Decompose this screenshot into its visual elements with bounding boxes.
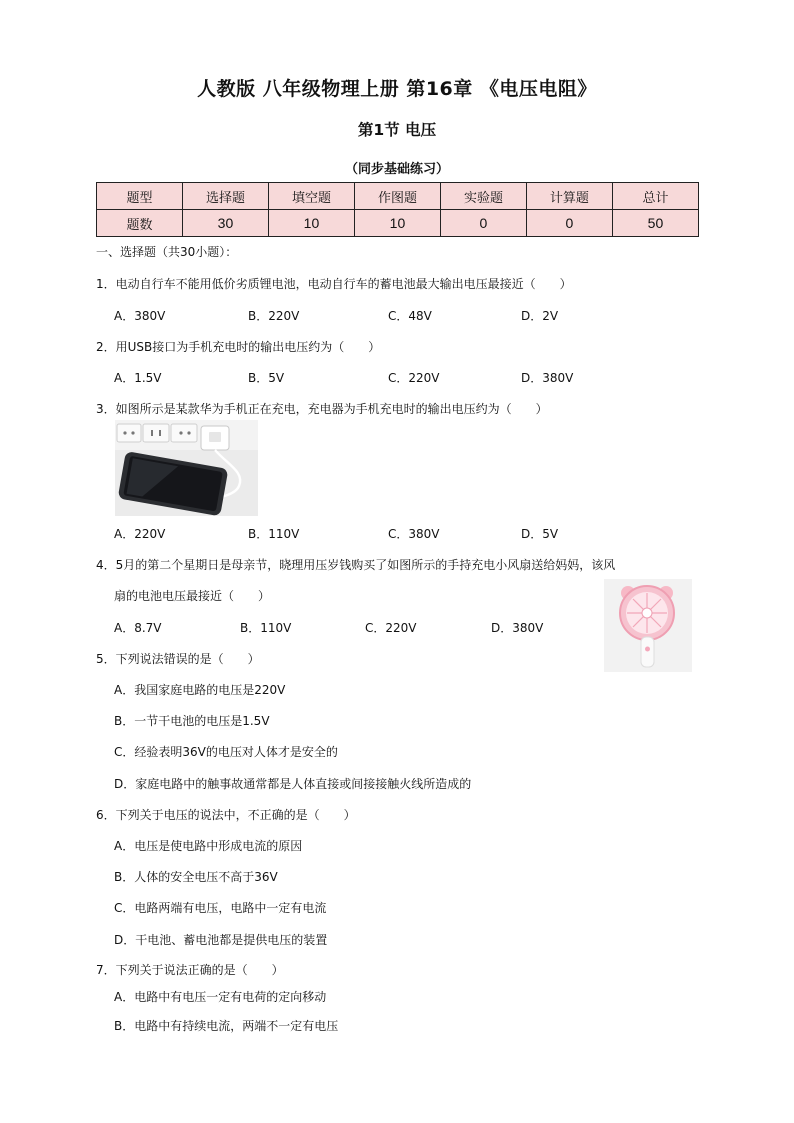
subtitle: （同步基础练习） (344, 162, 449, 177)
question-6-option-c: C．电路两端有电压，电路中一定有电流 (114, 901, 327, 915)
table-cell: 10 (268, 210, 354, 237)
question-6-stem: 6．下列关于电压的说法中，不正确的是（ ） (96, 808, 356, 822)
question-4-option-b: B．110V (240, 621, 292, 635)
question-3-option-d: D．5V (521, 527, 559, 541)
question-6-option-d: D．干电池、蓄电池都是提供电压的装置 (114, 933, 328, 947)
question-1-option-b: B．220V (248, 309, 300, 323)
part-heading: 一、选择题（共30小题）： (96, 245, 238, 259)
table-cell: 30 (182, 210, 268, 237)
handheld-fan-image (604, 579, 692, 672)
question-7-option-b: B．电路中有持续电流，两端不一定有电压 (114, 1019, 339, 1033)
question-7-stem: 7．下列关于说法正确的是（ ） (96, 963, 284, 977)
question-5-option-a: A．我国家庭电路的电压是220V (114, 683, 286, 697)
question-4-option-a: A．8.7V (114, 621, 162, 635)
question-4-stem-line1: 4．5月的第二个星期日是母亲节，晓理用压岁钱购买了如图所示的手持充电小风扇送给妈妈，该风 (96, 558, 616, 572)
question-2-option-b: B．5V (248, 371, 285, 385)
question-5-stem: 5．下列说法错误的是（ ） (96, 652, 260, 666)
question-2-stem: 2．用USB接口为手机充电时的输出电压约为（ ） (96, 340, 381, 354)
question-5-option-c: C．经验表明36V的电压对人体才是安全的 (114, 745, 338, 759)
question-2-option-a: A．1.5V (114, 371, 162, 385)
table-cell: 实验题 (440, 183, 526, 210)
table-cell: 题数 (97, 210, 183, 237)
question-5-option-d: D．家庭电路中的触事故通常都是人体直接或间接接触火线所造成的 (114, 777, 472, 791)
question-7-option-a: A．电路中有电压一定有电荷的定向移动 (114, 990, 327, 1004)
table-cell: 作图题 (354, 183, 440, 210)
question-2-option-c: C．220V (388, 371, 440, 385)
question-1-option-d: D．2V (521, 309, 559, 323)
table-cell: 10 (354, 210, 440, 237)
question-4-option-d: D．380V (491, 621, 544, 635)
question-6-option-b: B．人体的安全电压不高于36V (114, 870, 278, 884)
question-3-stem: 3．如图所示是某款华为手机正在充电，充电器为手机充电时的输出电压约为（ ） (96, 402, 548, 416)
question-5-option-b: B．一节干电池的电压是1.5V (114, 714, 270, 728)
table-cell: 选择题 (182, 183, 268, 210)
table-cell: 总计 (612, 183, 698, 210)
table-cell: 0 (526, 210, 612, 237)
table-cell: 50 (612, 210, 698, 237)
document-title: 人教版 八年级物理上册 第16章 《电压电阻》 (197, 78, 597, 100)
question-3-option-b: B．110V (248, 527, 300, 541)
question-2-option-d: D．380V (521, 371, 574, 385)
table-cell: 计算题 (526, 183, 612, 210)
question-1-option-a: A．380V (114, 309, 166, 323)
question-4-option-c: C．220V (365, 621, 417, 635)
table-cell: 填空题 (268, 183, 354, 210)
question-6-option-a: A．电压是使电路中形成电流的原因 (114, 839, 303, 853)
question-stats-table (96, 182, 699, 237)
question-3-option-c: C．380V (388, 527, 440, 541)
question-1-option-c: C．48V (388, 309, 432, 323)
table-header-row (97, 183, 699, 210)
table-cell: 题型 (97, 183, 183, 210)
table-cell: 0 (440, 210, 526, 237)
phone-charging-image (115, 420, 258, 516)
question-1-stem: 1．电动自行车不能用低价劣质锂电池，电动自行车的蓄电池最大输出电压最接近（ ） (96, 277, 572, 291)
table-row (97, 210, 699, 237)
section-title: 第1节 电压 (357, 121, 437, 139)
question-4-stem-line2: 扇的电池电压最接近（ ） (114, 589, 271, 603)
question-3-option-a: A．220V (114, 527, 166, 541)
